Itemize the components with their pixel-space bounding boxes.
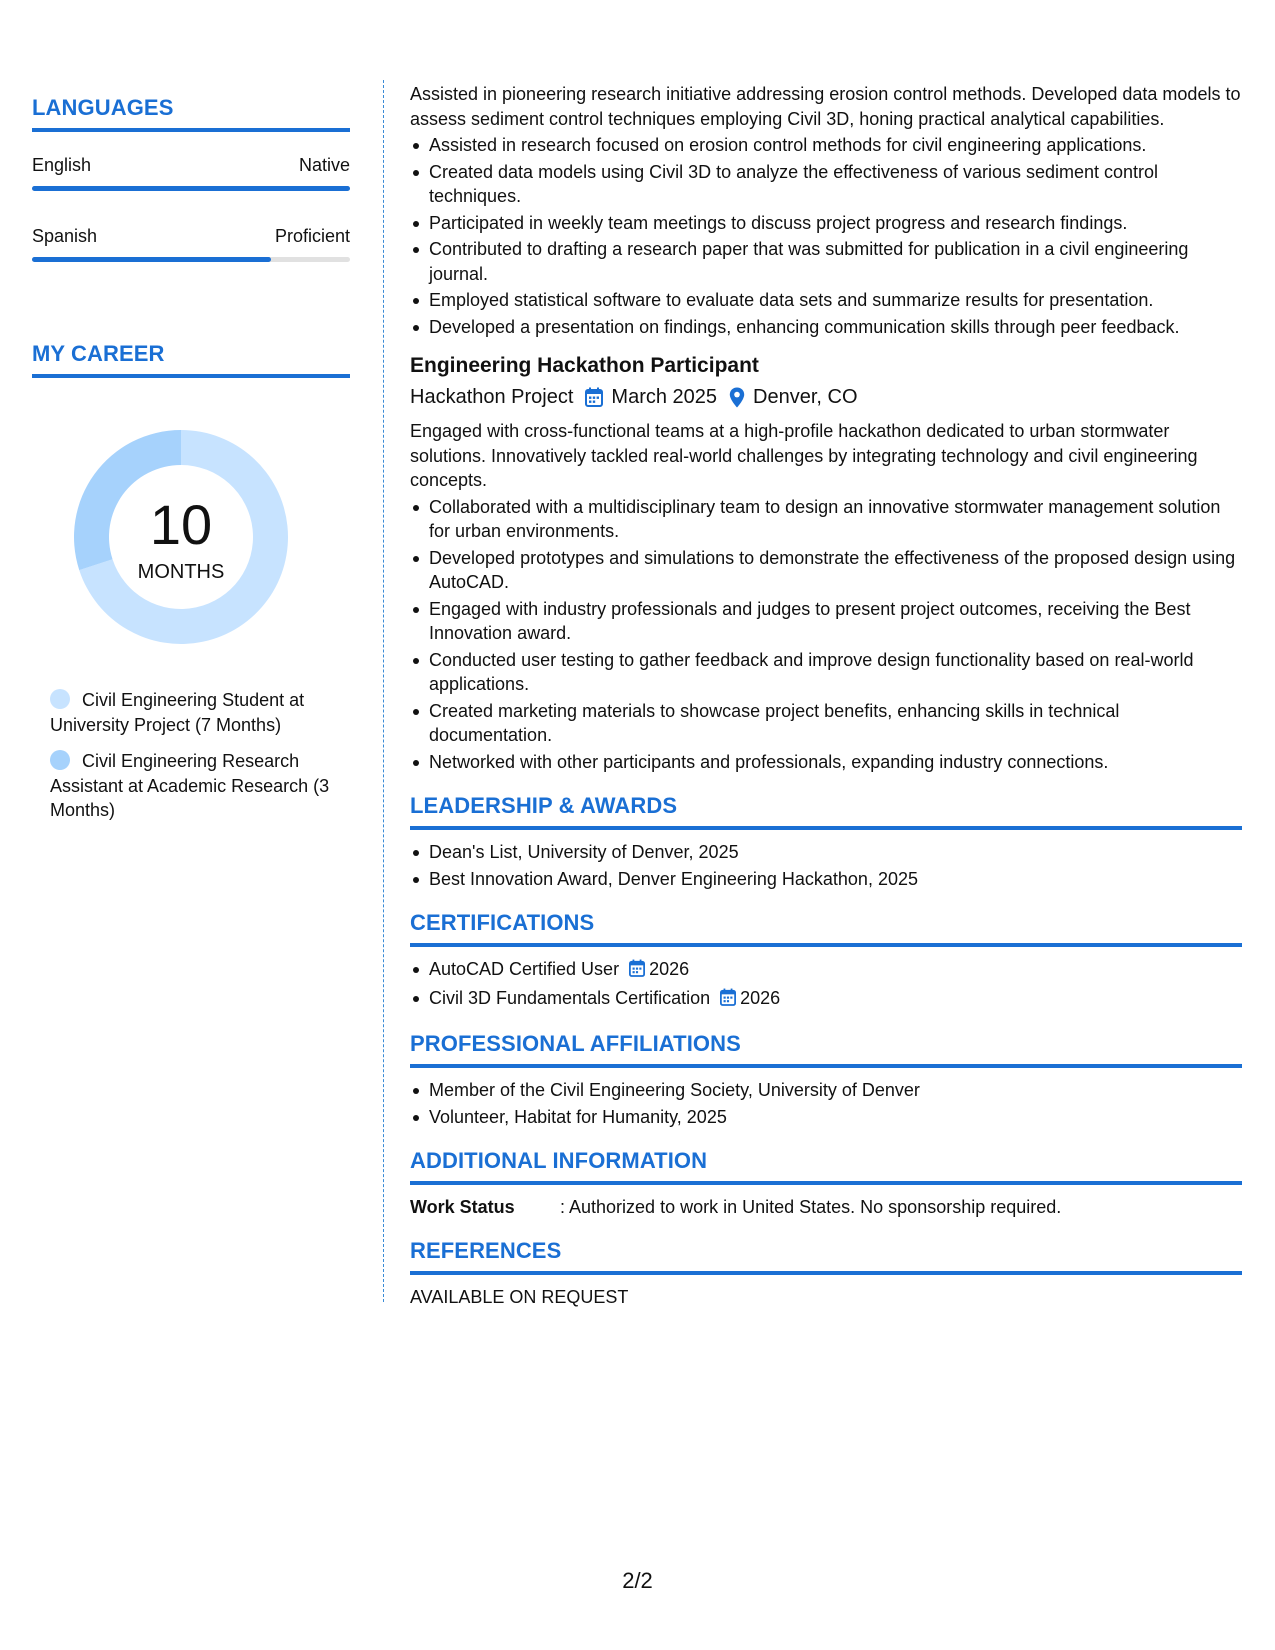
language-bar-fill xyxy=(32,186,350,191)
list-item: Collaborated with a multidisciplinary team to design an innovative stormwater management solution for urban environments. xyxy=(410,495,1242,544)
hackathon-summary: Engaged with cross-functional teams at a high-profile hackathon dedicated to urban stormwater solutions. Innovatively tackled real-world challenges by integrating technology and civil engineering concepts. xyxy=(410,421,1198,490)
career-title: MY CAREER xyxy=(32,341,165,366)
list-item: Created marketing materials to showcase project benefits, enhancing skills in technical documentation. xyxy=(410,699,1242,748)
affiliations-section xyxy=(410,1030,1242,1129)
list-item: Member of the Civil Engineering Society, University of Denver xyxy=(410,1078,1242,1103)
leadership-rule xyxy=(410,826,1242,830)
certification-year: 2026 xyxy=(740,987,781,1008)
references-text: AVAILABLE ON REQUEST xyxy=(410,1287,629,1307)
references-section xyxy=(410,1237,1242,1310)
certifications-title: CERTIFICATIONS xyxy=(410,910,595,935)
languages-title: LANGUAGES xyxy=(32,95,174,120)
language-bar-fill xyxy=(32,257,271,262)
list-item: Best Innovation Award, Denver Engineering Hackathon, 2025 xyxy=(410,867,1242,892)
list-item xyxy=(410,957,1242,984)
legend-item xyxy=(50,749,340,823)
career-legend xyxy=(50,688,340,823)
research-summary: Assisted in pioneering research initiative addressing erosion control methods. Developed data models to assess sediment control techniques employing Civil 3D, honing practical analytical capabilities. xyxy=(410,84,1241,129)
additional-info-rule xyxy=(410,1181,1242,1185)
hackathon-meta xyxy=(410,384,1242,410)
list-item: Developed a presentation on findings, enhancing communication skills through peer feedback. xyxy=(410,315,1242,340)
affiliations-list xyxy=(410,1078,1242,1129)
hackathon-organization: Hackathon Project xyxy=(410,386,574,408)
leadership-title: LEADERSHIP & AWARDS xyxy=(410,793,678,818)
language-level: Native xyxy=(298,155,350,175)
list-item xyxy=(410,986,1242,1013)
additional-info-title: ADDITIONAL INFORMATION xyxy=(410,1148,708,1173)
work-status-value: : Authorized to work in United States. No sponsorship required. xyxy=(560,1197,1062,1217)
hackathon-location: Denver, CO xyxy=(753,386,858,408)
column-divider xyxy=(383,80,384,1302)
certifications-list xyxy=(410,957,1242,1012)
hackathon-date: March 2025 xyxy=(611,386,718,408)
certification-name: Civil 3D Fundamentals Certification xyxy=(429,987,711,1008)
certification-name: AutoCAD Certified User xyxy=(429,959,620,979)
list-item: Created data models using Civil 3D to analyze the effectiveness of various sediment control techniques. xyxy=(410,160,1242,209)
list-item: Assisted in research focused on erosion control methods for civil engineering applications. xyxy=(410,133,1242,158)
language-level: Proficient xyxy=(274,226,350,246)
legend-label: Civil Engineering Research Assistant at Academic Research (3 Months) xyxy=(50,751,330,820)
career-rule xyxy=(32,374,350,378)
list-item: Contributed to drafting a research paper that was submitted for publication in a civil engineering journal. xyxy=(410,237,1242,286)
leadership-section xyxy=(410,792,1242,891)
certifications-rule xyxy=(410,943,1242,947)
right-column xyxy=(410,82,1242,1310)
certification-year: 2026 xyxy=(649,959,690,979)
language-item xyxy=(32,154,350,191)
language-item xyxy=(32,225,350,262)
languages-rule xyxy=(32,128,350,132)
language-name: English xyxy=(32,155,92,175)
language-bar xyxy=(32,257,350,262)
language-bar xyxy=(32,186,350,191)
career-total-value: 10 xyxy=(149,493,213,556)
career-total-unit: MONTHS xyxy=(137,561,225,583)
languages-section xyxy=(32,94,350,262)
legend-dot xyxy=(50,689,70,709)
list-item: Volunteer, Habitat for Humanity, 2025 xyxy=(410,1105,1242,1130)
legend-item xyxy=(50,688,340,737)
location-pin-icon xyxy=(729,387,745,408)
hackathon-entry xyxy=(410,353,1242,774)
research-bullets xyxy=(410,133,1242,339)
list-item: Participated in weekly team meetings to discuss project progress and research findings. xyxy=(410,211,1242,236)
list-item: Networked with other participants and professionals, expanding industry connections. xyxy=(410,750,1242,775)
research-entry xyxy=(410,82,1242,339)
list-item: Developed prototypes and simulations to demonstrate the effectiveness of the proposed design using AutoCAD. xyxy=(410,546,1242,595)
list-item: Conducted user testing to gather feedback and improve design functionality based on real-world applications. xyxy=(410,648,1242,697)
references-rule xyxy=(410,1271,1242,1275)
language-name: Spanish xyxy=(32,226,98,246)
legend-label: Civil Engineering Student at University Project (7 Months) xyxy=(50,690,305,735)
work-status-row xyxy=(410,1195,1242,1219)
calendar-icon xyxy=(585,387,603,407)
work-status-label: Work Status xyxy=(410,1197,515,1217)
affiliations-title: PROFESSIONAL AFFILIATIONS xyxy=(410,1031,741,1056)
additional-info-section xyxy=(410,1147,1242,1219)
career-donut-chart xyxy=(66,422,296,652)
legend-dot xyxy=(50,750,70,770)
hackathon-bullets xyxy=(410,495,1242,775)
list-item: Dean's List, University of Denver, 2025 xyxy=(410,840,1242,865)
calendar-icon xyxy=(720,988,736,1013)
list-item: Engaged with industry professionals and judges to present project outcomes, receiving the Best Innovation award. xyxy=(410,597,1242,646)
left-column xyxy=(32,94,350,835)
certifications-section xyxy=(410,909,1242,1012)
list-item: Employed statistical software to evaluate data sets and summarize results for presentation. xyxy=(410,288,1242,313)
career-section xyxy=(32,340,350,823)
hackathon-title: Engineering Hackathon Participant xyxy=(410,354,759,377)
references-title: REFERENCES xyxy=(410,1238,562,1263)
calendar-icon xyxy=(629,959,645,984)
affiliations-rule xyxy=(410,1064,1242,1068)
leadership-list xyxy=(410,840,1242,891)
page-number: 2/2 xyxy=(622,1568,653,1593)
